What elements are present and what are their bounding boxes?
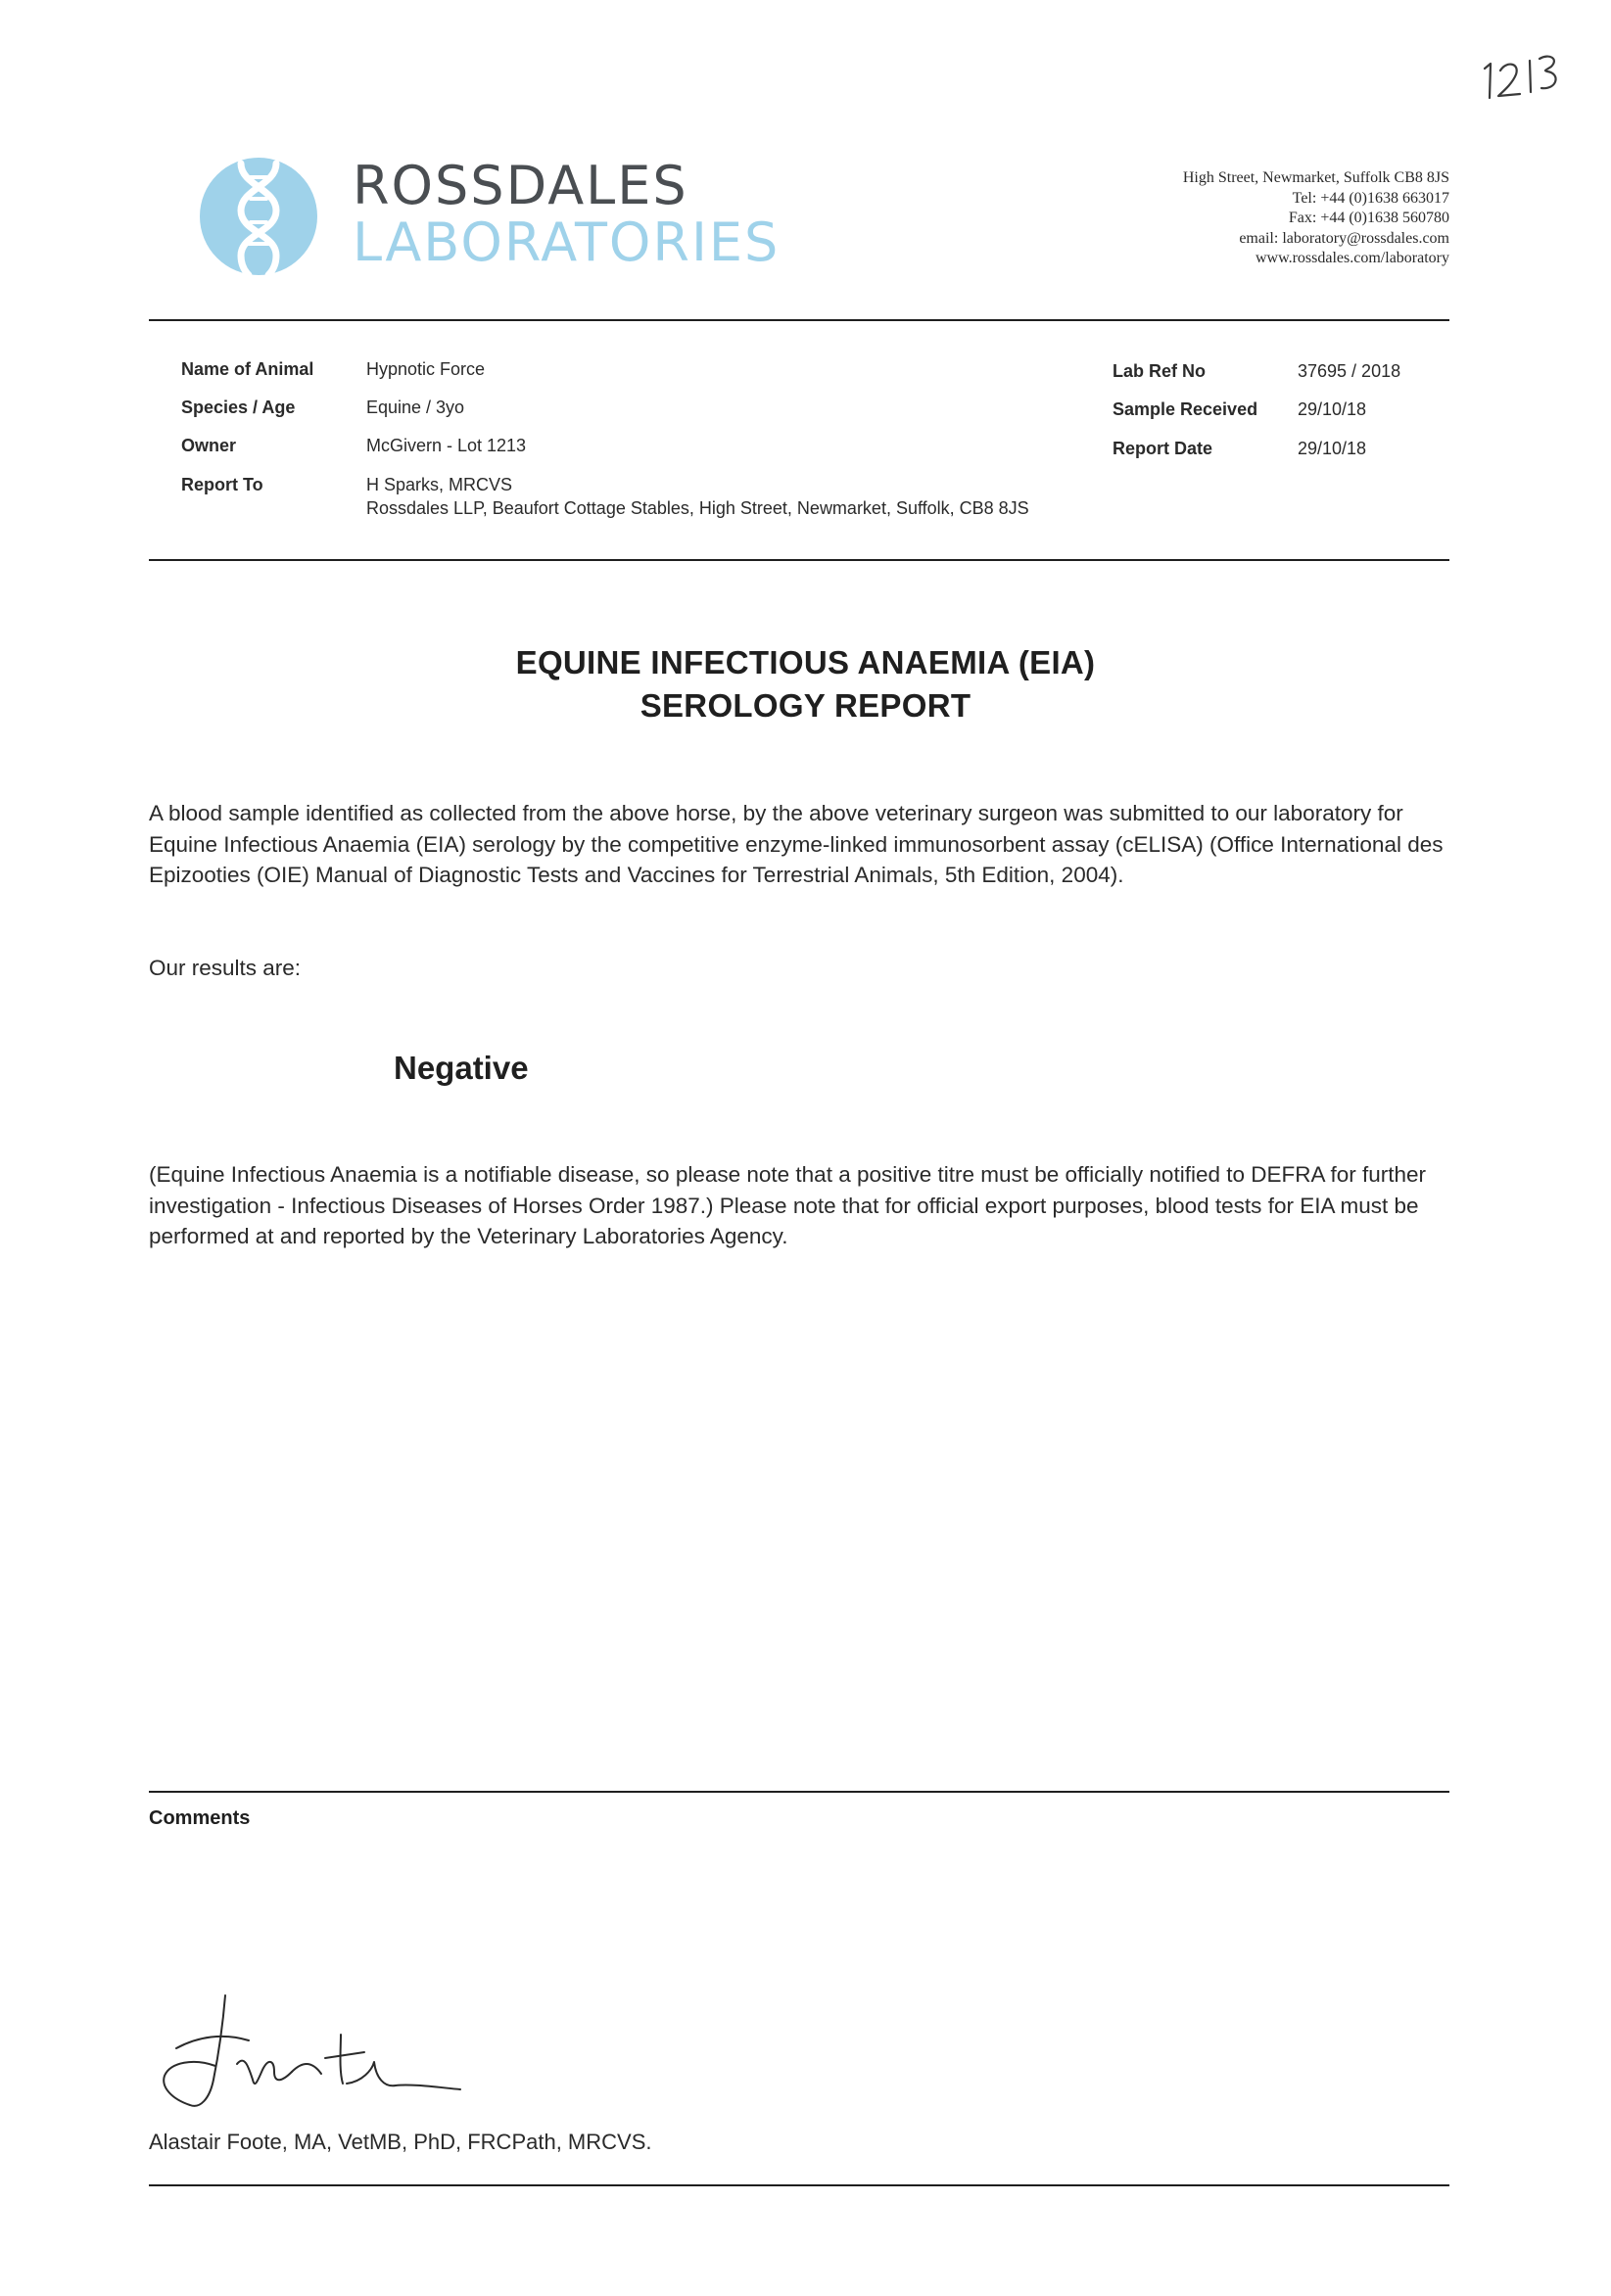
lab-email: email: laboratory@rossdales.com xyxy=(1239,229,1449,247)
header-divider xyxy=(149,319,1449,321)
report-to-label: Report To xyxy=(181,475,263,494)
lab-ref-label: Lab Ref No xyxy=(1113,361,1207,381)
lab-fax: Fax: +44 (0)1638 560780 xyxy=(1288,210,1449,226)
comments-divider xyxy=(149,1791,1449,1793)
name-of-animal-value: Hypnotic Force xyxy=(366,359,486,379)
signatory-name: Alastair Foote, MA, VetMB, PhD, FRCPath, MRCVS. xyxy=(149,2130,652,2154)
species-age-label: Species / Age xyxy=(181,398,296,417)
report-date-value: 29/10/18 xyxy=(1298,439,1367,458)
lab-name-line1: ROSSDALES xyxy=(353,155,688,216)
report-title-line1: EQUINE INFECTIOUS ANAEMIA (EIA) xyxy=(515,644,1096,680)
lab-telephone: Tel: +44 (0)1638 663017 xyxy=(1292,189,1449,207)
lab-logo xyxy=(198,152,825,284)
report-date-label: Report Date xyxy=(1113,439,1213,458)
name-of-animal-label: Name of Animal xyxy=(181,359,314,379)
lab-address: High Street, Newmarket, Suffolk CB8 8JS xyxy=(1182,169,1449,186)
owner-value: McGivern - Lot 1213 xyxy=(366,436,527,455)
details-divider xyxy=(149,559,1449,561)
lab-name-line2: LABORATORIES xyxy=(353,211,781,273)
notifiable-disease-notice: (Equine Infectious Anaemia is a notifiable disease, so please note that a positive titre must be officially notified to DEFRA for further investigation - Infectious Diseases of Horses Order 1987.) Please note that for official export purposes, blood tests for EIA must be performed at and reported by the Veterinary Laboratories Agency. xyxy=(149,1162,1427,1248)
footer-divider xyxy=(149,2184,1449,2186)
lab-website: www.rossdales.com/laboratory xyxy=(1255,250,1449,266)
sample-received-value: 29/10/18 xyxy=(1298,399,1367,419)
handwritten-signature xyxy=(155,1990,488,2117)
report-to-line2: Rossdales LLP, Beaufort Cottage Stables, High Street, Newmarket, Suffolk, CB8 8JS xyxy=(366,498,1029,518)
report-to-line1: H Sparks, MRCVS xyxy=(366,475,513,494)
report-title-line2: SEROLOGY REPORT xyxy=(640,687,971,724)
lab-contact-block xyxy=(1183,168,1449,269)
results-intro: Our results are: xyxy=(149,956,302,980)
intro-paragraph: A blood sample identified as collected from the above horse, by the above veterinary surgeon was submitted to our laboratory for Equine Infectious Anaemia (EIA) serology by the competitive enzyme-linked immunosorbent assay (cELISA) (Office International des Epizooties (OIE) Manual of Diagnostic Tests and Vaccines for Terrestrial Animals, 5th Edition, 2004). xyxy=(149,801,1444,887)
handwritten-lot-number xyxy=(1477,47,1565,106)
sample-received-label: Sample Received xyxy=(1113,399,1258,419)
comments-label: Comments xyxy=(149,1807,251,1829)
dna-helix-icon xyxy=(198,156,319,277)
lab-ref-value: 37695 / 2018 xyxy=(1298,361,1401,381)
species-age-value: Equine / 3yo xyxy=(366,398,465,417)
test-result: Negative xyxy=(394,1050,529,1086)
owner-label: Owner xyxy=(181,436,237,455)
